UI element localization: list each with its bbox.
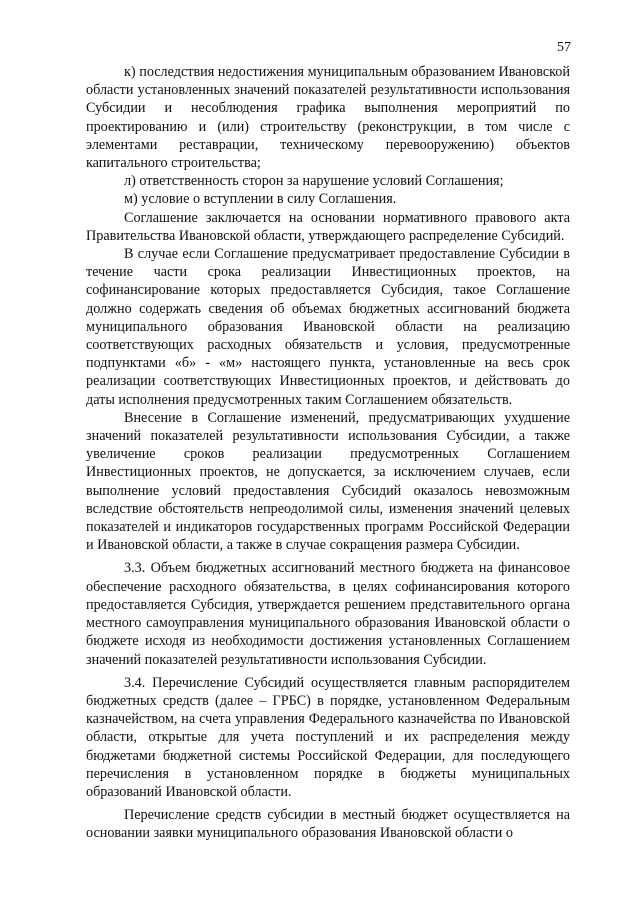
paragraph-agreement-basis: Соглашение заключается на основании нормативного правового акта Правительства Ивановской области, утверждающего распределение Субсидий.: [86, 209, 570, 244]
paragraph-k-consequences: к) последствия недостижения муниципальным образованием Ивановской области установленных значений показателей результативности использования Субсидии и несоблюдения графика выполнения мероприятий по проектированию и (или) строительству (реконструкции, в том числе с элементами реставрации, техническому перевооружению) объектов капитального строительства;: [86, 64, 570, 172]
document-body: [86, 63, 570, 843]
paragraph-3-3: 3.3. Объем бюджетных ассигнований местного бюджета на финансовое обеспечение расходного обязательства, в целях софинансирования которого предоставляется Субсидия, утверждается решением представительного органа местного самоуправления муниципального образования Ивановской области о бюджете исходя из необходимости достижения установленных Соглашением значений показателей результативности использования Субсидии.: [86, 560, 570, 668]
paragraph-m-entry-into-force: м) условие о вступлении в силу Соглашения.: [124, 191, 397, 208]
paragraph-amendments: Внесение в Соглашение изменений, предусматривающих ухудшение значений показателей результативности использования Субсидии, а также увеличение сроков реализации предусмотренных Соглашением Инвестиционных проектов, не допускается, за исключением случаев, если выполнение условий предоставления Субсидий оказалось невозможным вследствие обстоятельств непреодолимой силы, изменения значений целевых показателей и индикаторов государственных программ Российской Федерации и Ивановской области, а также в случае сокращения размера Субсидии.: [86, 409, 570, 554]
paragraph-3-4: 3.4. Перечисление Субсидий осуществляется главным распорядителем бюджетных средств (далее – ГРБС) в порядке, установленном Федеральным казначейством, на счета управления Федерального казначейства по Ивановской области, открытые для учета поступлений и их распределения между бюджетами бюджетной системы Российской Федерации, для последующего перечисления в установленном порядке в бюджеты муниципальных образований Ивановской области.: [86, 674, 570, 800]
paragraph-partial-term: В случае если Соглашение предусматривает предоставление Субсидии в течение части срока реализации Инвестиционных проектов, на софинансирование которых предоставляется Субсидия, такое Соглашение должно содержать сведения об объемах бюджетных ассигнований бюджета муниципального образования Ивановской области на реализацию соответствующих расходных обязательств и условия, предусмотренные подпунктами «б» - «м» настоящего пункта, установленные на весь срок реализации соответствующих Инвестиционных проектов, и действовать до даты исполнения предусмотренных таким Соглашением обязательств.: [86, 246, 570, 408]
paragraph-transfer-basis: Перечисление средств субсидии в местный бюджет осуществляется на основании заявки муниципального образования Ивановской области о: [86, 807, 570, 842]
page-number: 57: [557, 40, 571, 55]
paragraph-l-responsibility: л) ответственность сторон за нарушение условий Соглашения;: [124, 173, 504, 190]
